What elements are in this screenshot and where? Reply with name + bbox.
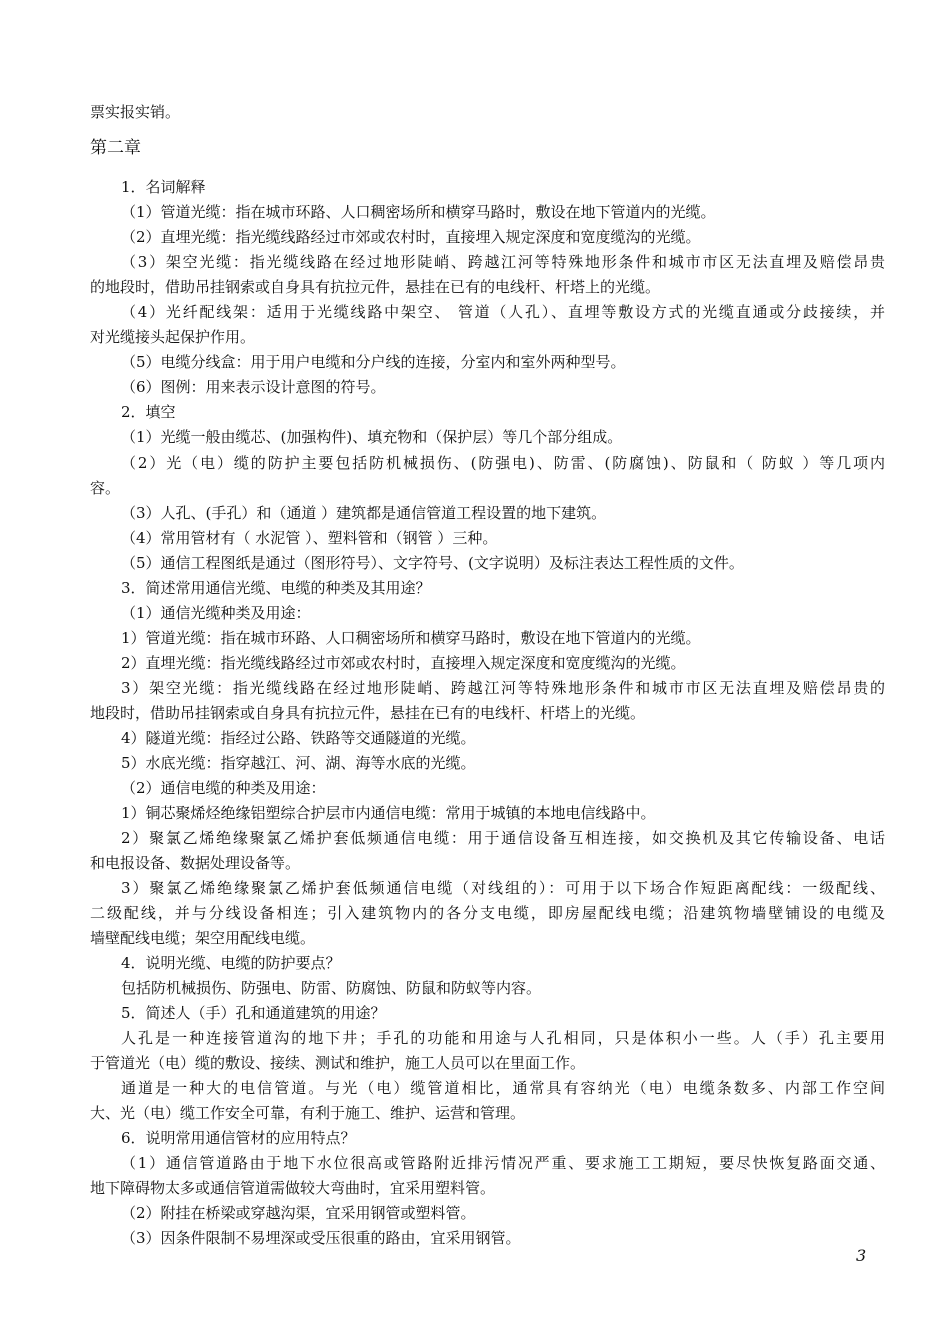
text-line: 容。 (90, 479, 121, 497)
text-line: （3）人孔、(手孔）和（通道 ）建筑都是通信管道工程设置的地下建筑。 (121, 504, 607, 522)
chapter-title: 第二章 (90, 138, 141, 158)
page-number: 3 (856, 1246, 867, 1265)
text-line: （2）光（电）缆的防护主要包括防机械损伤、(防强电)、防雷、(防腐蚀)、防鼠和（ 防蚁 ）等几项内 (121, 454, 885, 472)
text-line: 1）管道光缆：指在城市环路、人口稠密场所和横穿马路时，敷设在地下管道内的光缆。 (121, 629, 701, 647)
text-line: （4）常用管材有（ 水泥管 ）、塑料管和（钢管 ）三种。 (121, 529, 498, 547)
section-heading: 5．简述人（手）孔和通道建筑的用途？ (121, 1004, 386, 1022)
text-line: （3）架空光缆：指光缆线路在经过地形陡峭、跨越江河等特殊地形条件和城市市区无法直埋及赔偿昂贵 (121, 253, 885, 271)
text-line: （1）通信光缆种类及用途： (121, 604, 311, 622)
text-line: 地下障碍物太多或通信管道需做较大弯曲时，宜采用塑料管。 (90, 1179, 496, 1197)
text-line: 1）铜芯聚烯烃绝缘铝塑综合护层市内通信电缆：常用于城镇的本地电信线路中。 (121, 804, 656, 822)
text-line: 通道是一种大的电信管道。与光（电）缆管道相比，通常具有容纳光（电）电缆条数多、内部工作空间 (121, 1079, 885, 1097)
text-line: 3）聚氯乙烯绝缘聚氯乙烯护套低频通信电缆（对线组的）：可用于以下场合作短距离配线：一级配线、 (121, 879, 885, 897)
text-line: 2）聚氯乙烯绝缘聚氯乙烯护套低频通信电缆：用于通信设备互相连接，如交换机及其它传输设备、电话 (121, 829, 885, 847)
text-line: （2）通信电缆的种类及用途： (121, 779, 326, 797)
text-line: （1）通信管道路由于地下水位很高或管路附近排污情况严重、要求施工工期短，要尽快恢复路面交通、 (121, 1154, 885, 1172)
text-line: 对光缆接头起保护作用。 (90, 328, 256, 346)
continued-text: 票实报实销。 (90, 103, 181, 121)
section-heading: 1．名词解释 (121, 178, 206, 196)
text-line: 的地段时，借助吊挂钢索或自身具有抗拉元件，悬挂在已有的电线杆、杆塔上的光缆。 (90, 278, 661, 296)
text-line: 大、光（电）缆工作安全可靠，有利于施工、维护、运营和管理。 (90, 1104, 526, 1122)
text-line: 二级配线，并与分线设备相连；引入建筑物内的各分支电缆，即房屋配线电缆；沿建筑物墙壁铺设的电缆及 (90, 904, 885, 922)
text-line: 人孔是一种连接管道沟的地下井；手孔的功能和用途与人孔相同，只是体积小一些。人（手）孔主要用 (121, 1029, 885, 1047)
text-line: （3）因条件限制不易埋深或受压很重的路由，宜采用钢管。 (121, 1229, 521, 1247)
text-line: （2）附挂在桥梁或穿越沟渠，宜采用钢管或塑料管。 (121, 1204, 476, 1222)
section-heading: 4．说明光缆、电缆的防护要点？ (121, 954, 341, 972)
text-line: （1）光缆一般由缆芯、(加强构件)、填充物和（保护层）等几个部分组成。 (121, 428, 623, 446)
section-heading: 6．说明常用通信管材的应用特点？ (121, 1129, 356, 1147)
text-line: （2）直埋光缆：指光缆线路经过市郊或农村时，直接埋入规定深度和宽度缆沟的光缆。 (121, 228, 701, 246)
text-line: 2）直埋光缆：指光缆线路经过市郊或农村时，直接埋入规定深度和宽度缆沟的光缆。 (121, 654, 686, 672)
text-line: （5）电缆分线盒：用于用户电缆和分户线的连接，分室内和室外两种型号。 (121, 353, 626, 371)
text-line: （4）光纤配线架：适用于光缆线路中架空、 管道（人孔）、直埋等敷设方式的光缆直通或分歧接续，并 (121, 303, 885, 321)
text-line: 于管道光（电）缆的敷设、接续、测试和维护，施工人员可以在里面工作。 (90, 1054, 586, 1072)
text-line: 包括防机械损伤、防强电、防雷、防腐蚀、防鼠和防蚁等内容。 (121, 979, 542, 997)
text-line: （1）管道光缆：指在城市环路、人口稠密场所和横穿马路时，敷设在地下管道内的光缆。 (121, 203, 716, 221)
text-line: 地段时，借助吊挂钢索或自身具有抗拉元件，悬挂在已有的电线杆、杆塔上的光缆。 (90, 704, 646, 722)
text-line: 4）隧道光缆：指经过公路、铁路等交通隧道的光缆。 (121, 729, 476, 747)
text-line: 3）架空光缆：指光缆线路在经过地形陡峭、跨越江河等特殊地形条件和城市市区无法直埋及赔偿昂贵的 (121, 679, 885, 697)
text-line: （6）图例：用来表示设计意图的符号。 (121, 378, 386, 396)
section-heading: 3．简述常用通信光缆、电缆的种类及其用途？ (121, 579, 431, 597)
text-line: （5）通信工程图纸是通过（图形符号）、文字符号、(文字说明）及标注表达工程性质的文件。 (121, 554, 744, 572)
text-line: 5）水底光缆：指穿越江、河、湖、海等水底的光缆。 (121, 754, 476, 772)
text-line: 墙壁配线电缆；架空用配线电缆。 (90, 929, 316, 947)
text-line: 和电报设备、数据处理设备等。 (90, 854, 301, 872)
section-heading: 2．填空 (121, 403, 176, 421)
